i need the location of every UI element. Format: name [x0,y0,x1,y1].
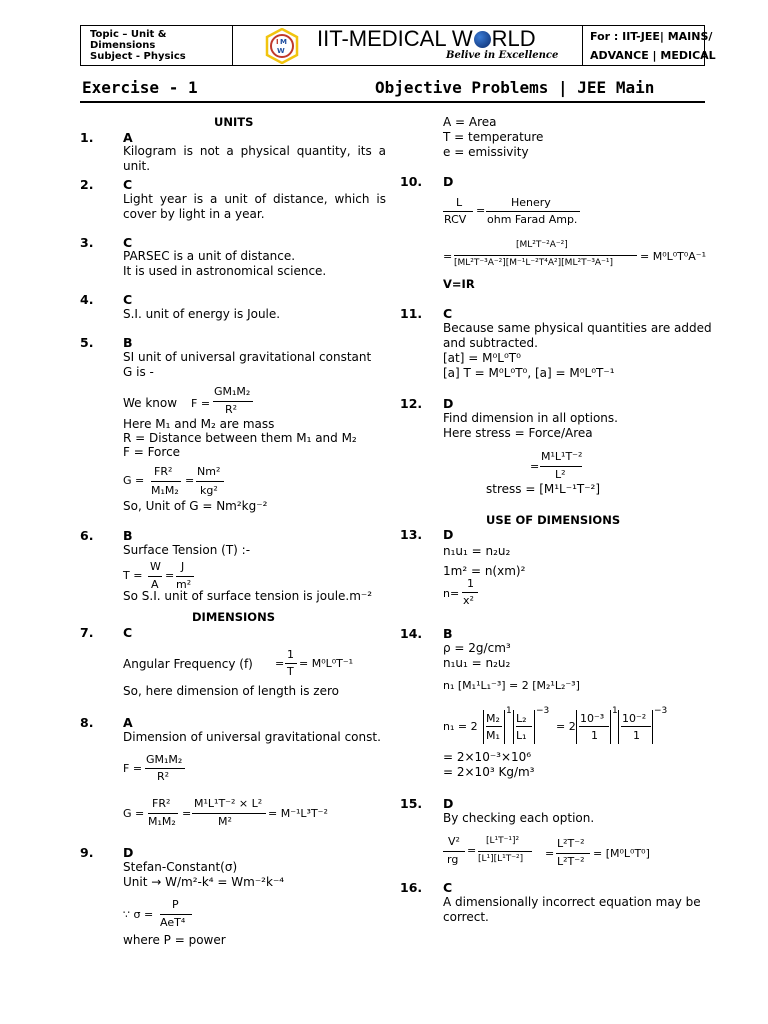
q10-number: 10. [400,174,423,189]
q16-line1: A dimensionally incorrect equation may be [443,895,701,909]
q10-den2: [ML²T⁻³A⁻²][M⁻¹L⁻²T⁴A²][ML²T⁻³A⁻¹] [454,258,613,268]
q5-frac3-line [196,481,224,482]
q9-line2: Unit → W/m²-k⁴ = Wm⁻²k⁻⁴ [123,875,285,889]
q15-num2: [L¹T⁻¹]² [486,836,520,846]
q11-number: 11. [400,306,423,321]
q15-den3: L²T⁻² [557,855,585,868]
q15-frac-line [443,851,465,852]
q7-number: 7. [80,625,94,640]
q12-line3: stress = [M¹L⁻¹T⁻²] [486,482,601,496]
q6-A: A [151,578,159,591]
q7-rhs: = M⁰L⁰T⁻¹ [299,657,354,670]
q10-eq2: = [443,250,453,263]
q13-n: n= [443,587,460,600]
q16-line2: correct. [443,910,489,924]
q13-one: 1 [467,577,474,590]
q10-frac-line [443,211,473,212]
q13-line1: n₁u₁ = n₂u₂ [443,544,511,558]
q11-line1: Because same physical quantities are added [443,321,712,335]
q15-rg: rg [447,853,459,866]
q14-line3: n₁ [M₁¹L₁⁻³] = 2 [M₂¹L₂⁻³] [443,679,580,692]
q14-answer: B [443,626,453,641]
q12-frac-line [540,466,582,467]
dimensions-heading: DIMENSIONS [192,610,275,624]
brand-tagline: Belive in Excellence [446,50,559,61]
q5-line1: SI unit of universal gravitational constant [123,350,372,364]
q5-weknow: We know [123,396,178,410]
q5-frac2-line [151,481,181,482]
q6-J: J [181,560,185,573]
q4-answer: C [123,292,133,307]
q6-eq: = [165,569,175,582]
q5-line2: G is - [123,365,154,379]
exercise-title: Exercise - 1 [82,78,198,97]
svg-text:W: W [277,47,285,55]
q15-answer: D [443,796,454,811]
q15-line1: By checking each option. [443,811,595,825]
q14-frac1-line [486,726,502,727]
svg-text:I: I [276,38,279,46]
q8-frac-line [145,768,185,769]
q8-M2: M² [218,815,232,828]
q15-V2: V² [448,835,460,848]
q7-T: T [287,665,294,678]
q6-frac2-line [176,576,194,577]
q5-number: 5. [80,335,94,350]
q5-line5: F = Force [123,445,181,459]
q8-fr2: FR² [152,797,171,810]
r0-line1: A = Area [443,115,497,129]
q14-bracket3r [610,710,611,744]
q8-F: F = [123,762,143,775]
q11-line3: [at] = M⁰L⁰T⁰ [443,351,521,365]
q3-number: 3. [80,235,94,250]
q4-text: S.I. unit of energy is Joule. [123,307,281,321]
q10-eq: = [476,204,486,217]
q7-answer: C [123,625,133,640]
q6-line2: So S.I. unit of surface tension is joule.m⁻² [123,589,373,603]
q8-number: 8. [80,715,94,730]
q14-line5: = 2×10³ Kg/m³ [443,765,535,779]
q9-line1: Stefan-Constant(σ) [123,860,238,874]
q15-eq: = [467,844,477,857]
q14-a: 10⁻³ [580,712,605,725]
q14-p1: 1 [506,706,512,716]
q14-L2: L₂ [516,712,527,725]
q2-number: 2. [80,177,94,192]
q14-frac3-line [579,726,609,727]
q11-line2: and subtracted. [443,336,538,350]
q10-L: L [456,196,463,209]
q12-line1: Find dimension in all options. [443,411,618,425]
globe-icon [474,31,491,48]
q14-frac2-line [516,726,532,727]
q8-frac3-line [192,813,266,814]
q1-answer: A [123,130,133,145]
q14-pb: −3 [654,706,668,716]
use-dimensions-heading: USE OF DIMENSIONS [486,513,621,527]
q13-frac-line [462,592,478,593]
q12-answer: D [443,396,454,411]
q10-frac3-line [454,255,637,256]
q5-line4: R = Distance between them M₁ and M₂ [123,431,357,445]
q8-G: G = [123,807,145,820]
q10-rhs: = M⁰L⁰T⁰A⁻¹ [640,250,707,263]
topic-text: Topic – Unit & Dimensions [90,29,167,51]
r0-line2: T = temperature [443,130,544,144]
q8-r2: R² [157,770,170,783]
q5-answer: B [123,335,133,350]
q12-eq: = [530,460,540,473]
q10-RCV: RCV [444,213,467,226]
q10-frac2-line [486,211,580,212]
q8-answer: A [123,715,133,730]
q5-kg2: kg² [200,484,218,497]
q14-L1: L₁ [516,729,527,742]
q14-bracket4 [618,710,619,744]
q14-one: 1 [591,729,598,742]
q5-eq: = [185,474,195,487]
q14-one2: 1 [633,729,640,742]
q8-m1m2: M₁M₂ [148,815,176,828]
q15-number: 15. [400,796,423,811]
title-rule [80,101,705,103]
page-header [80,25,716,66]
q9-number: 9. [80,845,94,860]
q9-P: P [172,898,179,911]
q16-answer: C [443,880,453,895]
q10-henery: Henery [511,196,551,209]
q7-line2: So, here dimension of length is zero [123,684,339,698]
q6-line1: Surface Tension (T) :- [123,543,251,557]
q14-line4: = 2×10⁻³×10⁶ [443,750,532,764]
q14-bracket3 [576,710,577,744]
q2-text: Light year is a unit of distance, which is cover by light in a year. [123,192,386,221]
header-for-cell [582,26,716,65]
q14-bracket1r [504,710,505,744]
q14-line1: ρ = 2g/cm³ [443,641,511,655]
q11-answer: C [443,306,453,321]
q15-rhs: = [M⁰L⁰T⁰] [593,847,650,860]
q15-den2: [L¹][L¹T⁻²] [478,854,524,864]
q15-frac2-line [478,851,532,852]
q5-frac-line [213,401,253,402]
q15-frac3-line [556,853,590,854]
q14-M2: M₂ [486,712,500,725]
q13-line2: 1m² = n(xm)² [443,564,526,578]
q7-one: 1 [287,648,294,661]
q14-p3: −3 [536,706,550,716]
q5-m1m2: M₁M₂ [151,484,179,497]
q16-number: 16. [400,880,423,895]
q14-bracket4r [652,710,653,744]
q14-frac4-line [621,726,651,727]
for-line-1: For : IIT-JEE| MAINS/ [590,30,713,43]
q5-F: F = [191,397,211,410]
q9-line3: where P = power [123,933,226,947]
q11-line4: [a] T = M⁰L⁰T⁰, [a] = M⁰L⁰T⁻¹ [443,366,615,380]
q9-AeT4: AeT⁴ [160,916,186,929]
q4-number: 4. [80,292,94,307]
q6-m2: m² [176,578,192,591]
q14-eq: = 2 [556,720,576,733]
q5-r2: R² [225,403,238,416]
q8-eq: = [182,807,192,820]
q8-rhs: = M⁻¹L³T⁻² [268,807,328,820]
q14-n1: n₁ = 2 [443,720,478,733]
q5-fr2: FR² [154,465,173,478]
q12-line2: Here stress = Force/Area [443,426,593,440]
q3-answer: C [123,235,133,250]
q8-frac2-line [148,813,178,814]
q14-b: 10⁻² [622,712,647,725]
q14-bracket2r [534,710,535,744]
q3-line1: PARSEC is a unit of distance. [123,249,296,263]
section-title: Objective Problems | JEE Main [375,78,655,97]
q8-line1: Dimension of universal gravitational const. [123,730,381,744]
q9-frac-line [160,914,192,915]
q8-gmm: GM₁M₂ [146,753,183,766]
q14-bracket2 [513,710,514,744]
q12-number: 12. [400,396,423,411]
svg-text:M: M [280,38,287,46]
brand-name: IIT-MEDICAL W RLD [317,26,536,51]
r0-line3: e = emissivity [443,145,529,159]
q8-num2: M¹L¹T⁻² × L² [194,797,263,810]
logo-icon [264,28,300,64]
q15-eq2: = [545,847,555,860]
q5-nm2: Nm² [197,465,221,478]
q9-answer: D [123,845,134,860]
q14-number: 14. [400,626,423,641]
q2-answer: C [123,177,133,192]
for-line-2: ADVANCE | MEDICAL [590,49,716,62]
q13-x2: x² [463,594,474,607]
q14-M1: M₁ [486,729,500,742]
q12-num2: M¹L¹T⁻² [541,450,583,463]
q10-answer: D [443,174,454,189]
q3-line2: It is used in astronomical science. [123,264,327,278]
q14-bracket1 [483,710,484,744]
q6-W: W [150,560,161,573]
q5-G: G = [123,474,145,487]
q7-frac-line [285,663,297,664]
header-topic-cell [81,26,233,65]
q6-answer: B [123,528,133,543]
q15-num3: L²T⁻² [557,837,585,850]
q12-L2: L² [555,468,566,481]
q6-frac-line [148,576,162,577]
q5-unit: So, Unit of G = Nm²kg⁻² [123,499,268,513]
q13-number: 13. [400,527,423,542]
q6-number: 6. [80,528,94,543]
q5-gmm: GM₁M₂ [214,385,251,398]
q1-text: Kilogram is not a physical quantity, its a unit. [123,144,386,173]
subject-text: Subject - Physics [90,51,186,62]
q7-eq: = [275,657,285,670]
q14-line2: n₁u₁ = n₂u₂ [443,656,511,670]
q14-pa: 1 [612,706,618,716]
units-heading: UNITS [214,115,254,129]
q10-ohm: ohm Farad Amp. [487,213,578,226]
q5-line3: Here M₁ and M₂ are mass [123,417,275,431]
q9-sigma: ∵ σ = [123,908,154,921]
q10-vir: V=IR [443,277,475,291]
q10-num2: [ML²T⁻²A⁻²] [516,240,568,250]
q1-number: 1. [80,130,94,145]
q7-line1: Angular Frequency (f) [123,657,253,671]
q6-T: T = [123,569,143,582]
q13-answer: D [443,527,454,542]
